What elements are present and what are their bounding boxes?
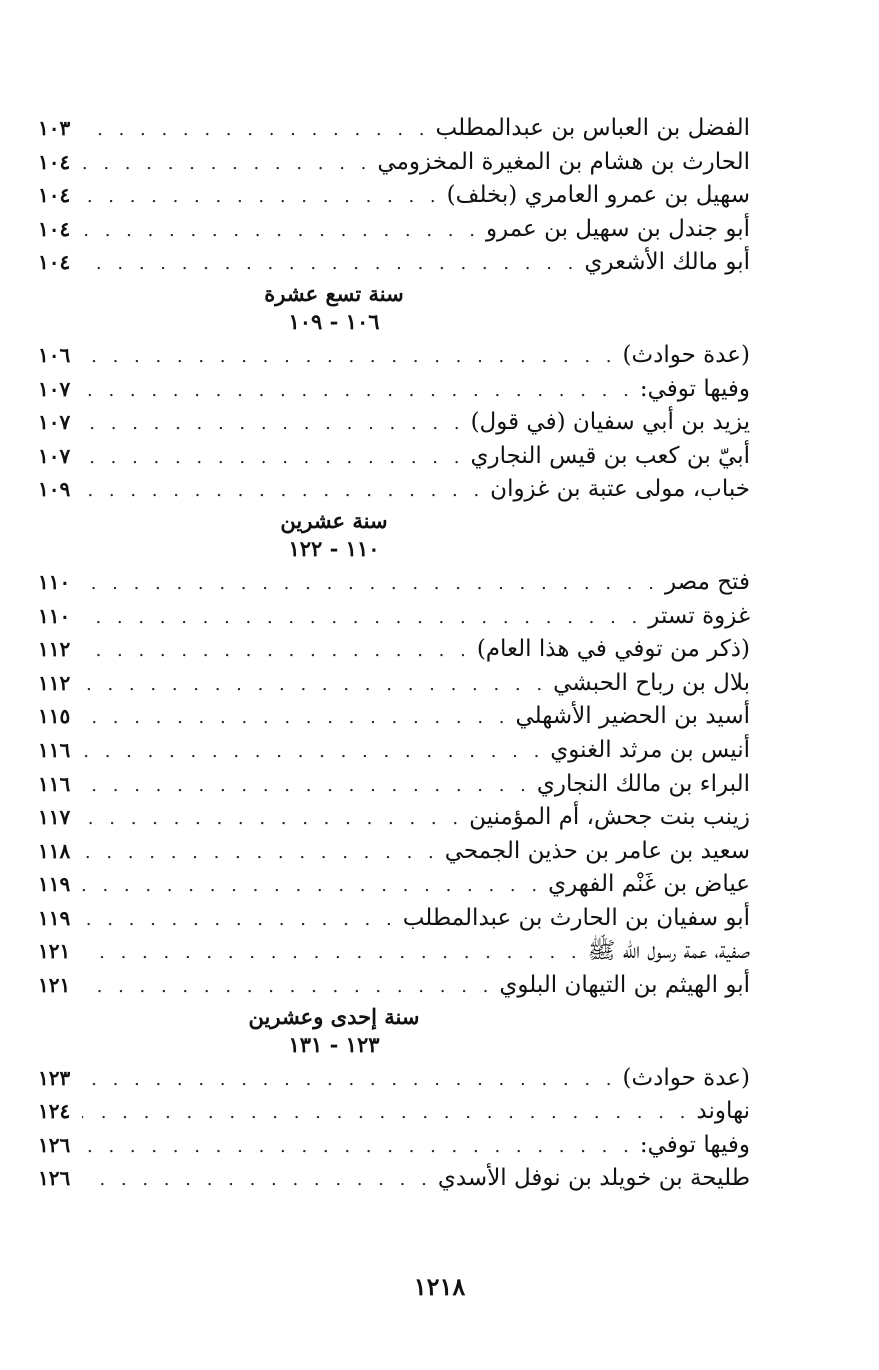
toc-entry[interactable] xyxy=(38,473,750,507)
toc-entry-title: غزوة تستر xyxy=(648,602,750,629)
toc-entry-page-number: ١١٨ xyxy=(38,838,71,863)
dot-leader xyxy=(82,374,634,408)
toc-entry[interactable] xyxy=(38,566,750,600)
dot-leader xyxy=(82,701,509,735)
toc-entry-title: أبيّ بن كعب بن قيس النجاري xyxy=(470,442,750,469)
toc-entry-page-number: ١١٦ xyxy=(38,771,71,796)
toc-entry-title: الفضل بن العباس بن عبدالمطلب xyxy=(435,115,750,141)
section-heading: سنة عشرين xyxy=(280,507,388,533)
dot-leader xyxy=(82,769,531,803)
toc-entry-title: سهيل بن عمرو العامري (بخلف) xyxy=(446,182,750,209)
toc-entry-page-number: ١٠٤ xyxy=(38,216,71,241)
toc-entry[interactable] xyxy=(38,633,750,667)
toc-entry-page-number: ١٢٣ xyxy=(38,1065,71,1090)
toc-entry-title: صفية، عمة رسول الله ﷺ xyxy=(587,938,750,965)
toc-entry-page-number: ١١٥ xyxy=(38,704,71,729)
dot-leader xyxy=(82,247,578,281)
toc-entry-page-number: ١٠٤ xyxy=(38,149,71,174)
toc-entry-page-number: ١٢١ xyxy=(38,973,71,998)
section-page-range: ١٢٣ - ١٣١ xyxy=(288,1031,380,1057)
toc-entry-title: زينب بنت جحش، أم المؤمنين xyxy=(469,804,750,831)
toc-entry-page-number: ١٠٧ xyxy=(38,410,71,435)
toc-entry-page-number: ١٠٣ xyxy=(38,116,71,140)
toc-entry-page-number: ١٠٤ xyxy=(38,250,71,275)
toc-entry[interactable] xyxy=(38,1162,750,1196)
toc-entry-title: أبو جندل بن سهيل بن عمرو xyxy=(485,215,750,242)
toc-entry-title: أبو الهيثم بن التيهان البلوي xyxy=(499,972,750,999)
dot-leader xyxy=(82,903,397,937)
toc-entry[interactable] xyxy=(38,902,750,936)
dot-leader xyxy=(82,180,441,214)
toc-entry[interactable] xyxy=(38,734,750,768)
toc-entry-title: (عدة حوادث) xyxy=(622,1064,750,1091)
toc-entry[interactable] xyxy=(38,768,750,802)
dot-leader xyxy=(82,1163,432,1197)
toc-entry-title: نهاوند xyxy=(696,1098,750,1125)
section-heading: سنة إحدى وعشرين xyxy=(248,1003,420,1029)
dot-leader xyxy=(82,735,544,769)
dot-leader xyxy=(82,214,480,248)
toc-entry-title: وفيها توفي: xyxy=(639,375,750,402)
dot-leader xyxy=(82,147,371,181)
toc-entry[interactable] xyxy=(38,339,750,373)
dot-leader xyxy=(82,601,642,635)
toc-entry[interactable] xyxy=(38,600,750,634)
toc-entry-page-number: ١٢٦ xyxy=(38,1132,71,1157)
toc-entry[interactable] xyxy=(38,406,750,440)
dot-leader xyxy=(82,634,471,668)
toc-entry-page-number: ١٠٦ xyxy=(38,342,71,367)
dot-leader xyxy=(82,802,463,836)
toc-entry[interactable] xyxy=(38,868,750,902)
dot-leader xyxy=(82,1130,634,1164)
toc-entry-page-number: ١١٦ xyxy=(38,737,71,762)
toc-entry[interactable] xyxy=(38,935,750,969)
toc-entry-page-number: ١١٢ xyxy=(38,670,71,695)
dot-leader xyxy=(82,441,464,475)
toc-entry-page-number: ١١٠ xyxy=(38,569,71,594)
toc-entry[interactable] xyxy=(38,667,750,701)
toc-entry[interactable] xyxy=(38,213,750,247)
toc-entry[interactable] xyxy=(38,146,750,180)
dot-leader xyxy=(82,869,542,903)
section-page-range: ١١٠ - ١٢٢ xyxy=(288,535,380,561)
toc-entry-title: يزيد بن أبي سفيان (في قول) xyxy=(470,409,750,436)
dot-leader xyxy=(82,1063,617,1097)
toc-entry-title: عياض بن غَنْم الفهري xyxy=(548,871,750,898)
dot-leader xyxy=(82,340,617,374)
toc-entry[interactable] xyxy=(38,1062,750,1096)
toc-entry-title: (ذكر من توفي في هذا العام) xyxy=(476,636,750,663)
toc-entry[interactable] xyxy=(38,179,750,213)
dot-leader xyxy=(82,1096,690,1130)
dot-leader xyxy=(82,970,493,1004)
toc-entry-page-number: ١٠٩ xyxy=(38,477,71,502)
toc-entry-title: وفيها توفي: xyxy=(639,1131,750,1158)
toc-entry-title: فتح مصر xyxy=(664,568,750,595)
dot-leader xyxy=(82,936,582,970)
toc-entry-title: خباب، مولى عتبة بن غزوان xyxy=(490,476,750,503)
toc-entry-title: أبو سفيان بن الحارث بن عبدالمطلب xyxy=(402,904,750,931)
toc-entry-title: (عدة حوادث) xyxy=(622,341,750,368)
toc-entry[interactable] xyxy=(38,1129,750,1163)
toc-entry[interactable] xyxy=(38,1095,750,1129)
toc-entry[interactable] xyxy=(38,246,750,280)
toc-entry-page-number: ١٢٤ xyxy=(38,1099,71,1124)
toc-entry-page-number: ١٢٦ xyxy=(38,1166,71,1191)
dot-leader xyxy=(82,668,547,702)
toc-entry[interactable] xyxy=(38,373,750,407)
toc-entry-page-number: ١٠٤ xyxy=(38,183,71,208)
section-page-range: ١٠٦ - ١٠٩ xyxy=(288,308,380,334)
toc-entry[interactable] xyxy=(38,700,750,734)
toc-entry-title: أسيد بن الحضير الأشهلي xyxy=(515,703,750,730)
page-number: ١٢١٨ xyxy=(413,1272,466,1301)
toc-entry-page-number: ١١٠ xyxy=(38,603,71,628)
toc-entry-page-number: ١١٧ xyxy=(38,805,71,830)
toc-entry-title: الحارث بن هشام بن المغيرة المخزومي xyxy=(377,148,750,175)
toc-entry[interactable] xyxy=(38,801,750,835)
toc-entry-page-number: ١٠٧ xyxy=(38,443,71,468)
dot-leader xyxy=(82,113,430,147)
toc-entry-title: سعيد بن عامر بن حذين الجمحي xyxy=(444,837,750,864)
toc-entry-page-number: ١٠٧ xyxy=(38,376,71,401)
toc-entry[interactable] xyxy=(38,969,750,1003)
toc-entry-page-number: ١١٩ xyxy=(38,905,71,930)
dot-leader xyxy=(82,407,465,441)
toc-entry-title: بلال بن رباح الحبشي xyxy=(553,669,750,696)
toc-entry-title: طليحة بن خويلد بن نوفل الأسدي xyxy=(437,1165,750,1192)
toc-entry-page-number: ١١٢ xyxy=(38,637,71,662)
toc-entry-title: أنيس بن مرثد الغنوي xyxy=(550,736,750,763)
toc-entry-page-number: ١١٩ xyxy=(38,872,71,897)
toc-entry[interactable] xyxy=(38,440,750,474)
table-of-contents xyxy=(38,112,750,1196)
toc-entry[interactable] xyxy=(38,112,750,146)
toc-entry-title: البراء بن مالك النجاري xyxy=(536,770,750,797)
section-heading: سنة تسع عشرة xyxy=(264,280,404,306)
toc-entry[interactable] xyxy=(38,835,750,869)
dot-leader xyxy=(82,836,439,870)
toc-entry-page-number: ١٢١ xyxy=(38,939,71,964)
toc-entry-title: أبو مالك الأشعري xyxy=(584,249,750,276)
dot-leader xyxy=(82,474,484,508)
dot-leader xyxy=(82,567,659,601)
